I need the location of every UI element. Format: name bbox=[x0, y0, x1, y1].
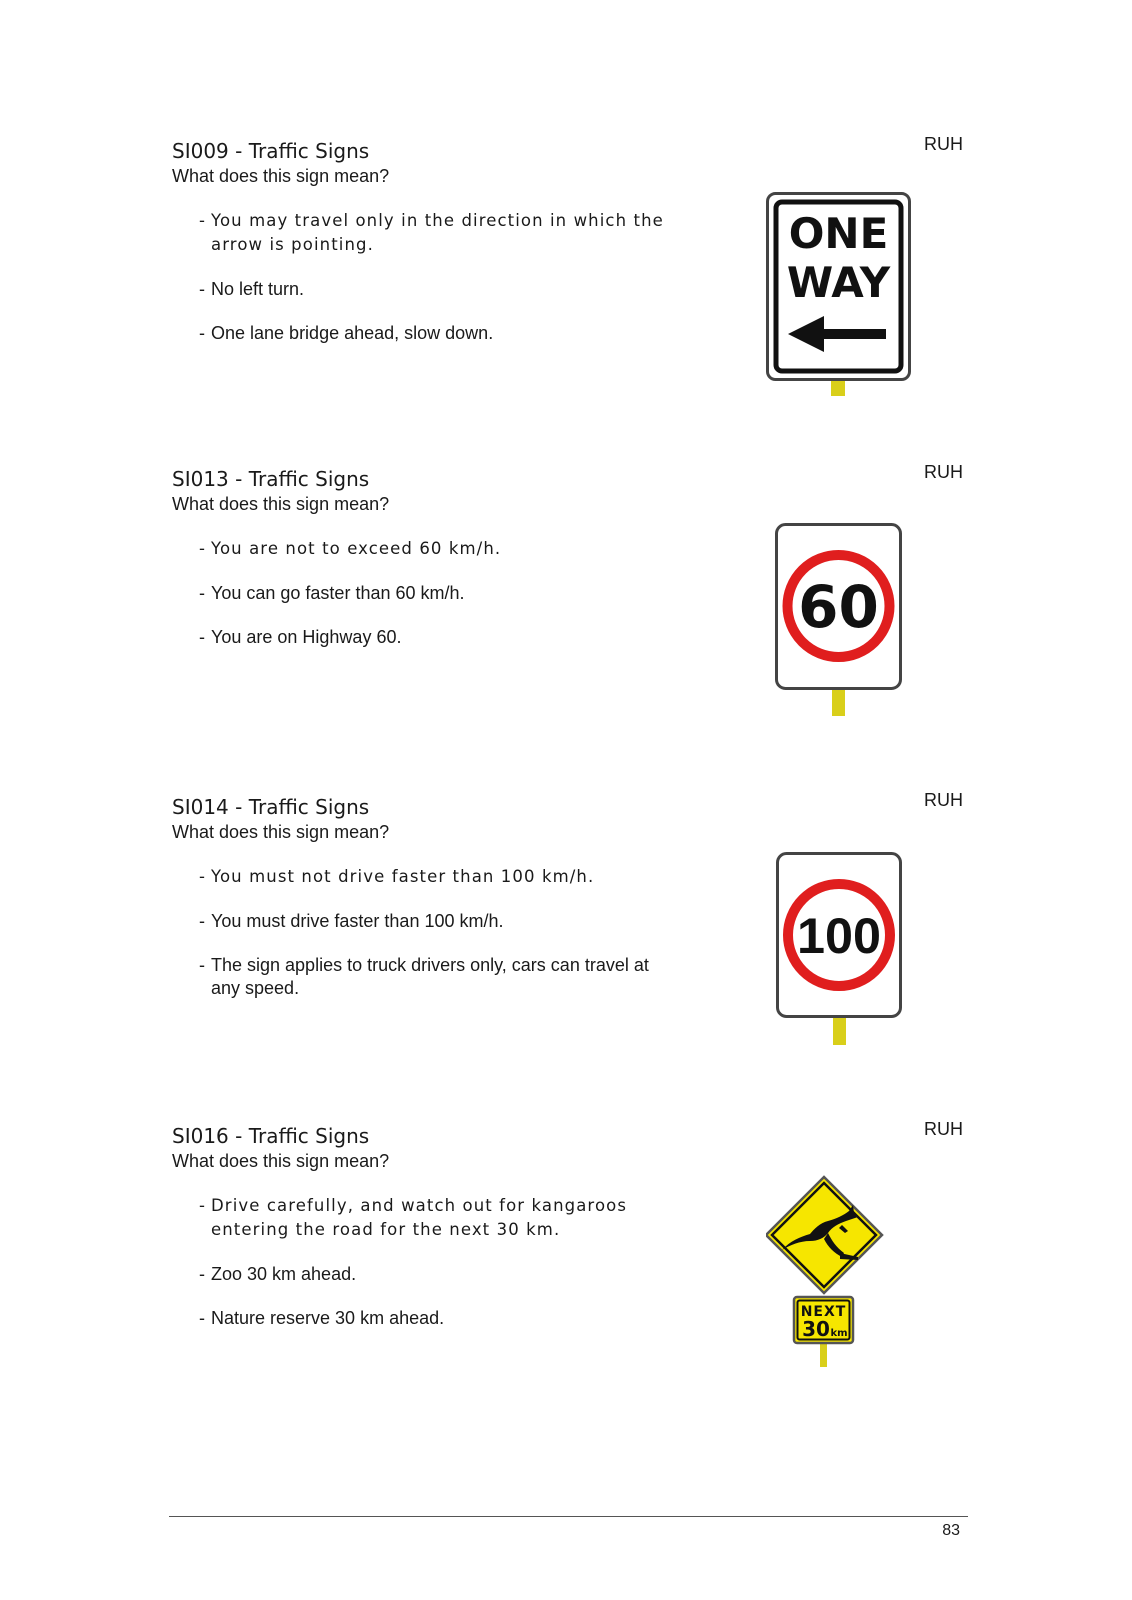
plate-line-1: NEXT bbox=[800, 1304, 847, 1320]
question-code: RUH bbox=[924, 1119, 963, 1139]
speed-limit-60-sign bbox=[775, 523, 935, 743]
answer-option[interactable] bbox=[199, 1194, 679, 1242]
question-title: SI016 - Traffic Signs bbox=[172, 1124, 370, 1148]
answer-text: You may travel only in the direction in which the arrow is pointing. bbox=[211, 211, 664, 254]
speed-limit-sign-graphic bbox=[776, 852, 904, 1045]
list-dash: - bbox=[199, 1196, 207, 1215]
page-number: 83 bbox=[942, 1522, 960, 1539]
answer-text: One lane bridge ahead, slow down. bbox=[211, 323, 494, 343]
kangaroo-warning-sign bbox=[766, 1175, 926, 1395]
answer-text: The sign applies to truck drivers only, cars can travel at any speed. bbox=[211, 955, 649, 998]
answer-text: You are on Highway 60. bbox=[211, 627, 402, 647]
answer-option[interactable] bbox=[199, 1263, 679, 1286]
plate-distance-unit: km bbox=[830, 1328, 848, 1339]
answer-list bbox=[199, 209, 679, 366]
answer-option[interactable] bbox=[199, 582, 679, 605]
kangaroo-sign-graphic bbox=[766, 1175, 886, 1367]
question-si014 bbox=[0, 790, 1132, 1115]
question-title: SI013 - Traffic Signs bbox=[172, 467, 370, 491]
answer-option[interactable] bbox=[199, 910, 679, 933]
sign-line-1: ONE bbox=[788, 209, 889, 258]
question-code: RUH bbox=[924, 134, 963, 154]
list-dash: - bbox=[199, 539, 207, 558]
list-dash: - bbox=[199, 323, 205, 343]
list-dash: - bbox=[199, 867, 207, 886]
answer-list bbox=[199, 537, 679, 670]
question-code: RUH bbox=[924, 790, 963, 810]
answer-text: Drive carefully, and watch out for kangaroos entering the road for the next 30 km. bbox=[211, 1196, 628, 1239]
list-dash: - bbox=[199, 279, 205, 299]
list-dash: - bbox=[199, 911, 205, 931]
answer-text: You must drive faster than 100 km/h. bbox=[211, 911, 504, 931]
sign-pole bbox=[833, 1014, 846, 1045]
question-title: SI009 - Traffic Signs bbox=[172, 139, 370, 163]
answer-option[interactable] bbox=[199, 322, 679, 345]
answer-option[interactable] bbox=[199, 537, 679, 561]
question-si009 bbox=[0, 134, 1132, 459]
list-dash: - bbox=[199, 1308, 205, 1328]
answer-text: Nature reserve 30 km ahead. bbox=[211, 1308, 445, 1328]
answer-text: You can go faster than 60 km/h. bbox=[211, 583, 465, 603]
speed-limit-sign-graphic bbox=[775, 523, 903, 716]
list-dash: - bbox=[199, 955, 205, 975]
answer-text: You are not to exceed 60 km/h. bbox=[211, 539, 502, 558]
answer-option[interactable] bbox=[199, 209, 679, 257]
question-prompt: What does this sign mean? bbox=[172, 1151, 390, 1171]
answer-text: No left turn. bbox=[211, 279, 305, 299]
question-code: RUH bbox=[924, 462, 963, 482]
answer-option[interactable] bbox=[199, 1307, 679, 1330]
question-si016 bbox=[0, 1119, 1132, 1444]
plate-distance-value: 30 bbox=[802, 1317, 830, 1341]
list-dash: - bbox=[199, 211, 207, 230]
footer-divider bbox=[169, 1516, 968, 1517]
question-prompt: What does this sign mean? bbox=[172, 494, 390, 514]
list-dash: - bbox=[199, 583, 205, 603]
speed-limit-100-sign bbox=[776, 852, 936, 1072]
answer-text: You must not drive faster than 100 km/h. bbox=[211, 867, 595, 886]
question-prompt: What does this sign mean? bbox=[172, 822, 390, 842]
list-dash: - bbox=[199, 627, 205, 647]
question-title: SI014 - Traffic Signs bbox=[172, 795, 370, 819]
one-way-sign bbox=[766, 192, 926, 412]
answer-option[interactable] bbox=[199, 626, 679, 649]
answer-list bbox=[199, 1194, 679, 1351]
answer-option[interactable] bbox=[199, 865, 679, 889]
answer-option[interactable] bbox=[199, 278, 679, 301]
speed-value: 100 bbox=[797, 908, 881, 964]
question-si013 bbox=[0, 462, 1132, 787]
answer-list bbox=[199, 865, 679, 1021]
question-prompt: What does this sign mean? bbox=[172, 166, 390, 186]
sign-pole bbox=[832, 686, 845, 716]
list-dash: - bbox=[199, 1264, 205, 1284]
sign-line-2: WAY bbox=[786, 258, 891, 307]
one-way-sign-graphic bbox=[766, 192, 911, 397]
answer-option[interactable] bbox=[199, 954, 679, 1000]
answer-text: Zoo 30 km ahead. bbox=[211, 1264, 357, 1284]
speed-value: 60 bbox=[798, 573, 879, 641]
